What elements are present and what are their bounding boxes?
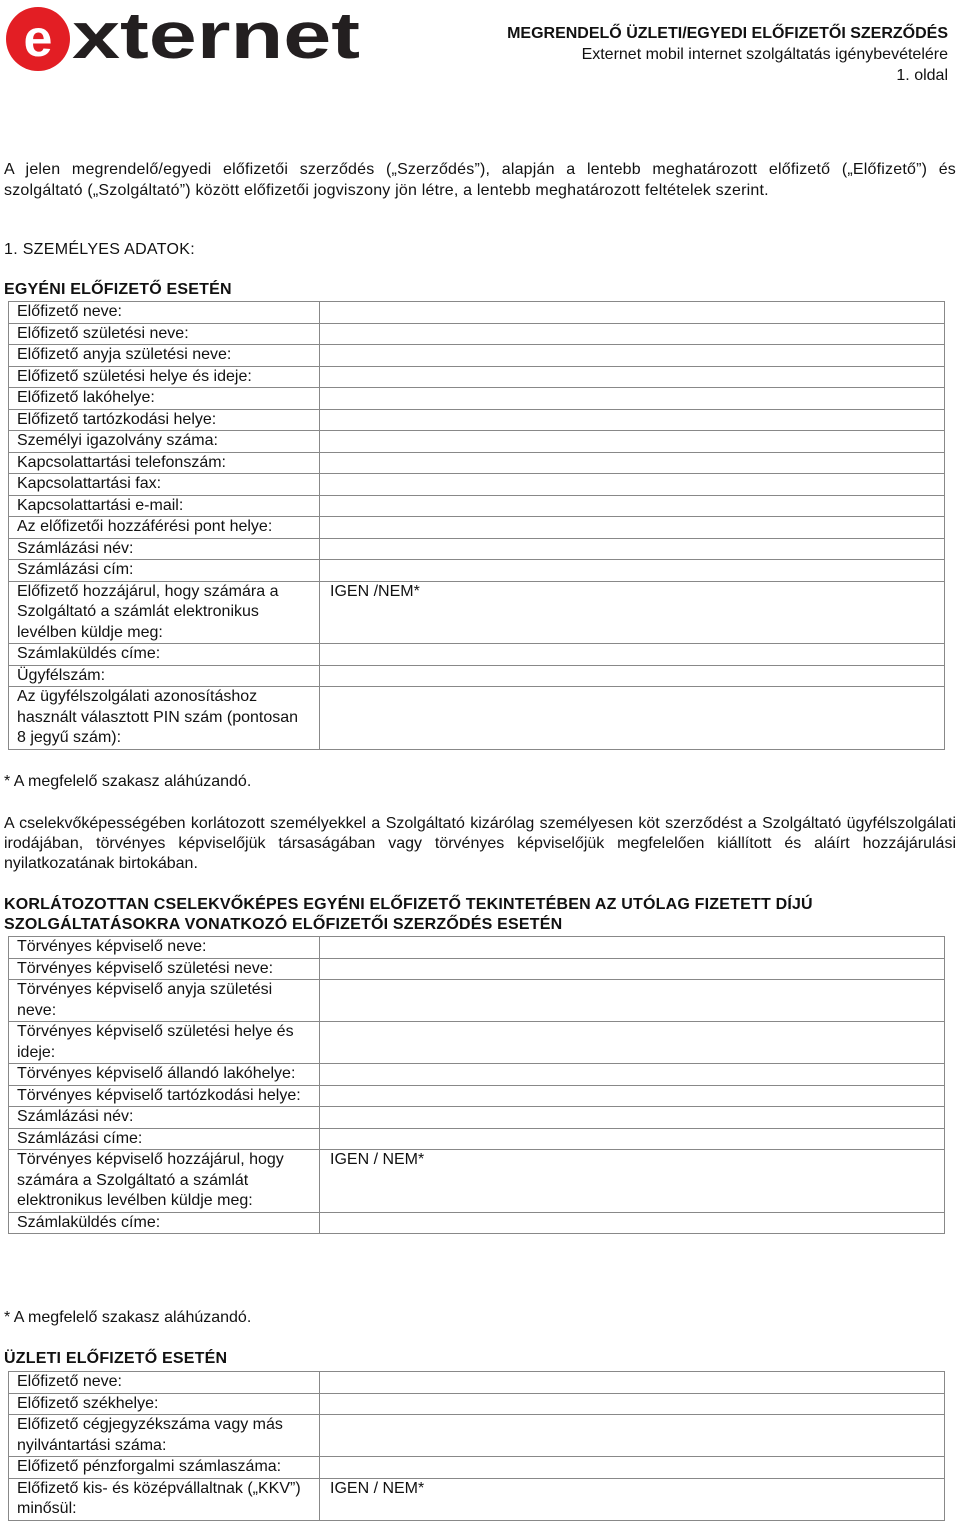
individual-form-table [8, 301, 945, 750]
field-value[interactable] [320, 388, 945, 410]
form-row [9, 1212, 945, 1234]
field-value[interactable] [320, 1457, 945, 1479]
field-value[interactable]: IGEN /NEM* [320, 581, 945, 644]
field-label: Törvényes képviselő hozzájárul, hogy számára a Szolgáltató a számlát elektronikus levélben küldje meg: [9, 1150, 320, 1213]
form-row [9, 474, 945, 496]
svg-text:e: e [23, 10, 53, 68]
field-label: Előfizető születési helye és ideje: [9, 366, 320, 388]
form-row [9, 1415, 945, 1457]
field-label: Számlaküldés címe: [9, 1212, 320, 1234]
form-row [9, 302, 945, 324]
field-value[interactable] [320, 409, 945, 431]
field-value[interactable] [320, 1212, 945, 1234]
field-label: Számlázási név: [9, 1107, 320, 1129]
limited-form-table [8, 936, 945, 1234]
form-row [9, 1128, 945, 1150]
field-label: Előfizető hozzájárul, hogy számára a Szolgáltató a számlát elektronikus levélben küldje meg: [9, 581, 320, 644]
form-row [9, 581, 945, 644]
footnote: * A megfelelő szakasz aláhúzandó. [4, 773, 252, 790]
field-value[interactable] [320, 1085, 945, 1107]
footnote: * A megfelelő szakasz aláhúzandó. [4, 1309, 252, 1326]
form-row [9, 665, 945, 687]
field-label: Törvényes képviselő születési neve: [9, 958, 320, 980]
field-value[interactable] [320, 538, 945, 560]
form-row [9, 1457, 945, 1479]
form-row [9, 1372, 945, 1394]
form-row [9, 495, 945, 517]
field-value[interactable] [320, 665, 945, 687]
externet-logo [4, 2, 364, 72]
field-label: Számlaküldés címe: [9, 644, 320, 666]
field-label: Előfizető kis- és középvállaltnak („KKV”) minősül: [9, 1478, 320, 1520]
field-value[interactable] [320, 495, 945, 517]
field-value[interactable] [320, 1372, 945, 1394]
field-label: Előfizető tartózkodási helye: [9, 409, 320, 431]
document-subtitle: Externet mobil internet szolgáltatás igénybevételére [581, 46, 948, 63]
form-row [9, 687, 945, 750]
svg-text:xternet: xternet [72, 2, 361, 72]
field-value[interactable] [320, 1393, 945, 1415]
intro-paragraph: A jelen megrendelő/egyedi előfizetői szerződés („Szerződés”), alapján a lentebb meghatározott előfizető („Előfizető”) és szolgáltató („Szolgáltató”) között előfizetői jogviszony jön létre, a lentebb meghatározott feltételek szerint. [4, 161, 956, 199]
field-label: Előfizető pénzforgalmi számlaszáma: [9, 1457, 320, 1479]
field-value[interactable] [320, 644, 945, 666]
field-value[interactable]: IGEN / NEM* [320, 1478, 945, 1520]
field-label: Előfizető neve: [9, 302, 320, 324]
field-label: Előfizető anyja születési neve: [9, 345, 320, 367]
field-value[interactable] [320, 1022, 945, 1064]
field-label: Az előfizetői hozzáférési pont helye: [9, 517, 320, 539]
form-row [9, 1107, 945, 1129]
field-label: Előfizető székhelye: [9, 1393, 320, 1415]
form-row [9, 1022, 945, 1064]
field-value[interactable] [320, 452, 945, 474]
field-label: Számlázási név: [9, 538, 320, 560]
form-row [9, 366, 945, 388]
field-value[interactable] [320, 345, 945, 367]
field-label: Törvényes képviselő anyja születési neve: [9, 980, 320, 1022]
form-row [9, 538, 945, 560]
form-row [9, 1064, 945, 1086]
individual-heading: EGYÉNI ELŐFIZETŐ ESETÉN [4, 281, 232, 298]
form-row [9, 980, 945, 1022]
form-row [9, 1085, 945, 1107]
field-label: Kapcsolattartási telefonszám: [9, 452, 320, 474]
field-label: Kapcsolattartási e-mail: [9, 495, 320, 517]
section-heading-personal-data: 1. SZEMÉLYES ADATOK: [4, 241, 195, 258]
field-value[interactable] [320, 687, 945, 750]
field-value[interactable] [320, 560, 945, 582]
field-value[interactable] [320, 474, 945, 496]
field-label: Az ügyfélszolgálati azonosításhoz használt választott PIN szám (pontosan 8 jegyű szám): [9, 687, 320, 750]
form-row [9, 644, 945, 666]
field-label: Törvényes képviselő születési helye és ideje: [9, 1022, 320, 1064]
field-value[interactable] [320, 980, 945, 1022]
page-number: 1. oldal [896, 67, 948, 84]
field-label: Kapcsolattartási fax: [9, 474, 320, 496]
field-label: Törvényes képviselő állandó lakóhelye: [9, 1064, 320, 1086]
field-value[interactable] [320, 1128, 945, 1150]
field-value[interactable] [320, 937, 945, 959]
field-label: Előfizető lakóhelye: [9, 388, 320, 410]
business-form-table [8, 1371, 945, 1521]
field-value[interactable] [320, 958, 945, 980]
document-title: MEGRENDELŐ ÜZLETI/EGYEDI ELŐFIZETŐI SZERZŐDÉS [507, 25, 948, 42]
form-row [9, 1478, 945, 1520]
business-heading: ÜZLETI ELŐFIZETŐ ESETÉN [4, 1350, 228, 1367]
field-value[interactable] [320, 431, 945, 453]
document-header [388, 24, 948, 86]
field-value[interactable] [320, 302, 945, 324]
field-value[interactable] [320, 366, 945, 388]
field-value[interactable] [320, 517, 945, 539]
form-row [9, 452, 945, 474]
field-value[interactable]: IGEN / NEM* [320, 1150, 945, 1213]
form-row [9, 409, 945, 431]
form-row [9, 517, 945, 539]
form-row [9, 431, 945, 453]
field-label: Előfizető neve: [9, 1372, 320, 1394]
field-label: Számlázási cím: [9, 560, 320, 582]
field-label: Számlázási címe: [9, 1128, 320, 1150]
form-row [9, 937, 945, 959]
field-label: Előfizető cégjegyzékszáma vagy más nyilvántartási száma: [9, 1415, 320, 1457]
form-row [9, 388, 945, 410]
field-value[interactable] [320, 1107, 945, 1129]
field-label: Törvényes képviselő tartózkodási helye: [9, 1085, 320, 1107]
form-row [9, 1150, 945, 1213]
field-label: Törvényes képviselő neve: [9, 937, 320, 959]
field-label: Előfizető születési neve: [9, 323, 320, 345]
field-label: Ügyfélszám: [9, 665, 320, 687]
field-label: Személyi igazolvány száma: [9, 431, 320, 453]
limited-heading: KORLÁTOZOTTAN CSELEKVŐKÉPES EGYÉNI ELŐFIZETŐ TEKINTETÉBEN AZ UTÓLAG FIZETETT DÍJÚ SZOLGÁLTATÁSOKRA VONATKOZÓ ELŐFIZETŐI SZERZŐDÉS ESETÉN [4, 896, 813, 933]
form-row [9, 323, 945, 345]
field-value[interactable] [320, 1415, 945, 1457]
limited-capacity-paragraph: A cselekvőképességében korlátozott személyekkel a Szolgáltató kizárólag személyesen köt szerződést a Szolgáltató ügyfélszolgálati irodájában, törvényes képviselőjük társaságában vagy törvényes képviselőjük megfelelően kiállított és aláírt hozzájárulási nyilatkozatának birtokában. [4, 815, 956, 872]
form-row [9, 958, 945, 980]
form-row [9, 560, 945, 582]
field-value[interactable] [320, 1064, 945, 1086]
form-row [9, 1393, 945, 1415]
field-value[interactable] [320, 323, 945, 345]
form-row [9, 345, 945, 367]
